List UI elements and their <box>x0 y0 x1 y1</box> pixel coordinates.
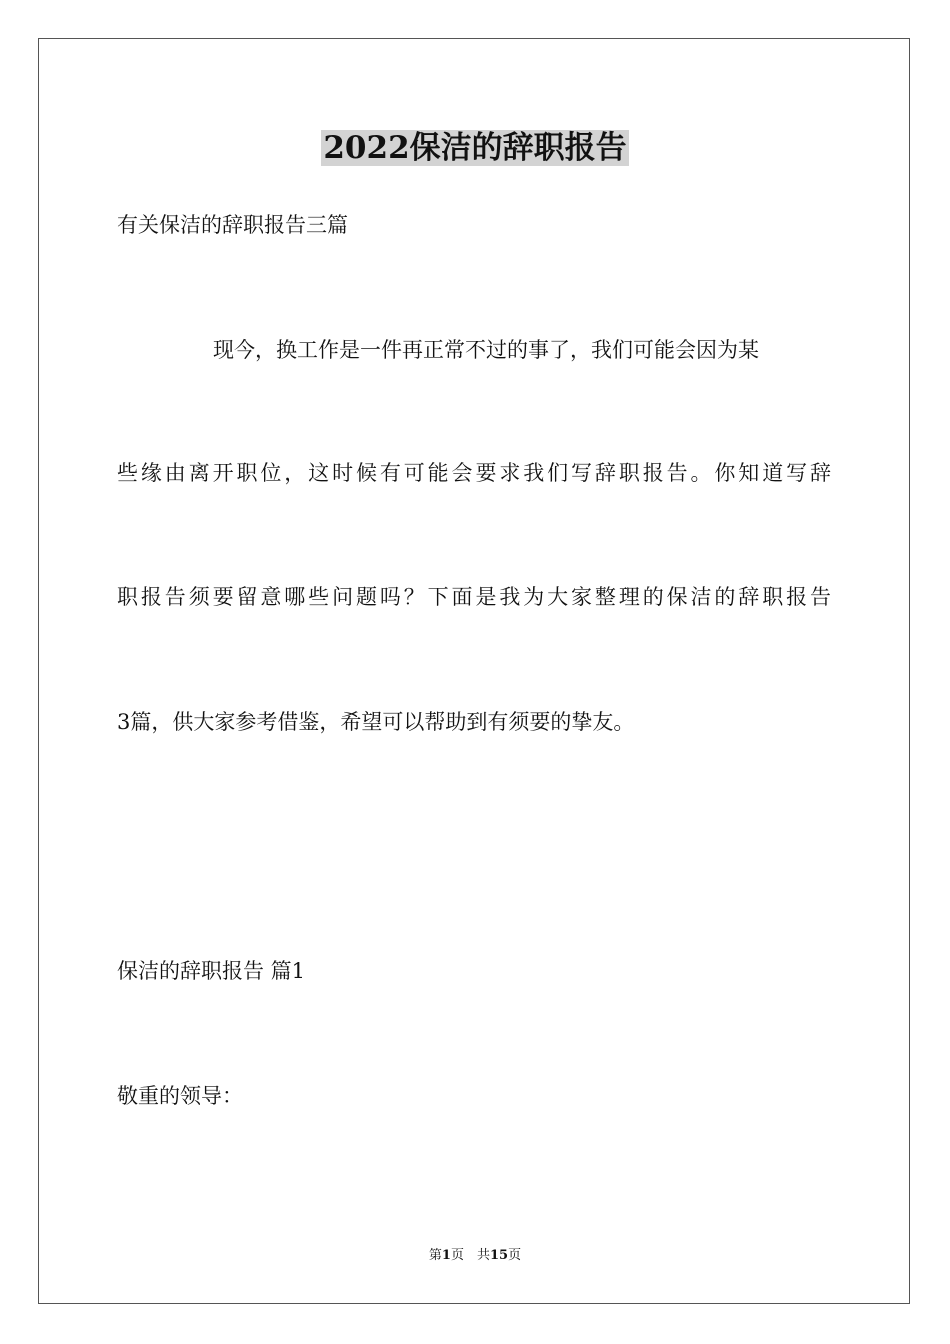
intro-paragraph-line-4: 3篇，供大家参考借鉴，希望可以帮助到有须要的挚友。 <box>117 710 635 734</box>
salutation: 敬重的领导： <box>117 1084 243 1108</box>
footer-page-current: 1 <box>441 1248 451 1263</box>
page-footer <box>0 1247 950 1265</box>
document-subtitle: 有关保洁的辞职报告三篇 <box>117 213 348 237</box>
intro-paragraph-line-1: 现今，换工作是一件再正常不过的事了，我们可能会因为某 <box>213 338 759 362</box>
footer-page-suffix: 页 <box>508 1248 522 1263</box>
footer-page-total: 15 <box>489 1248 509 1263</box>
document-title-text: 2022保洁的辞职报告 <box>323 130 627 166</box>
footer-page-mid: 页 共 <box>450 1248 490 1263</box>
document-title <box>0 128 950 168</box>
footer-page-prefix: 第 <box>428 1248 442 1263</box>
section-heading: 保洁的辞职报告 篇1 <box>117 959 306 983</box>
intro-paragraph-line-2: 些缘由离开职位，这时候有可能会要求我们写辞职报告。你知道写辞 <box>117 461 831 485</box>
intro-paragraph-line-3: 职报告须要留意哪些问题吗？下面是我为大家整理的保洁的辞职报告 <box>117 585 831 609</box>
